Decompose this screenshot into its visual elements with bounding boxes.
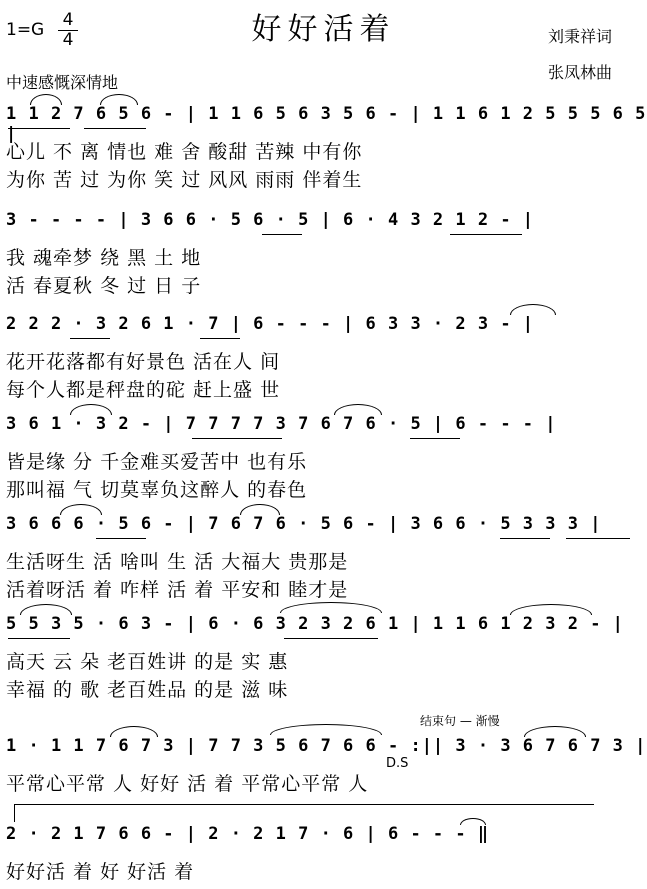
lyric-verse-1: 花开花落都有好景色 活在人 间 xyxy=(6,351,281,373)
slur xyxy=(110,726,158,737)
time-signature xyxy=(58,12,78,49)
key-signature: 1=G xyxy=(6,20,45,40)
slur xyxy=(100,94,138,105)
notation-line: 3 - - - - | 3 6 6 · 5 6 · 5 | 6 · 4 3 2 1 2 - | xyxy=(6,210,535,230)
lyric-verse-2: 活着呀活 着 咋样 活 着 平安和 睦才是 xyxy=(6,579,349,601)
notation-line: 1 1 2 7 6 5 6 - | 1 1 6 5 6 3 5 6 - | 1 1 6 1 2 5 5 5 6 5 | xyxy=(6,104,647,144)
score-system-8 xyxy=(0,824,647,888)
composer-credit: 张凤林曲 xyxy=(548,63,613,82)
beam xyxy=(262,234,302,235)
score-system-7 xyxy=(0,714,647,806)
beam xyxy=(410,438,460,439)
score-system-5 xyxy=(0,514,647,604)
beam xyxy=(192,438,282,439)
lyric-verse-2: 为你 苦 过 为你 笑 过 风风 雨雨 伴着生 xyxy=(6,169,363,191)
notation-line: 2 · 2 1 7 6 6 - | 2 · 2 1 7 · 6 | 6 - - - ‖ xyxy=(6,824,490,844)
beam xyxy=(284,638,378,639)
slur xyxy=(524,726,586,737)
beam xyxy=(200,338,240,339)
lyric-verse-1: 心儿 不 离 情也 难 舍 酸甜 苦辣 中有你 xyxy=(6,141,363,163)
lyric-verse-1: 高天 云 朵 老百姓讲 的是 实 惠 xyxy=(6,651,289,673)
notation-line: 3 6 6 6 · 5 6 - | 7 6 7 6 · 5 6 - | 3 6 6 · 5 3 3 3 | xyxy=(6,514,602,534)
score-system-1 xyxy=(0,104,647,194)
slur xyxy=(240,504,280,515)
lyric-verse-2: 每个人都是秤盘的砣 赶上盛 世 xyxy=(6,379,281,401)
lyric-verse-1: 平常心平常 人 好好 活 着 平常心平常 人 xyxy=(6,773,369,795)
beam xyxy=(84,128,146,129)
notation-line: 2 2 2 · 3 2 6 1 · 7 | 6 - - - | 6 3 3 · 2 3 - | xyxy=(6,314,535,334)
lyric-verse-2: 活 春夏秋 冬 过 日 子 xyxy=(6,275,202,297)
dal-segno-marking: D.S xyxy=(386,756,409,771)
ending-label: 结束句 — 渐慢 xyxy=(420,714,500,728)
slur xyxy=(510,304,556,315)
lyric-verse-1: 生活呀生 活 啥叫 生 活 大福大 贵那是 xyxy=(6,551,349,573)
beam xyxy=(566,538,630,539)
lyric-verse-1: 好好活 着 好 好活 着 xyxy=(6,861,195,883)
tempo-marking: 中速感慨深情地 xyxy=(6,73,119,92)
slur xyxy=(334,404,382,415)
slur xyxy=(270,724,382,735)
time-signature-bottom: 4 xyxy=(62,30,74,50)
score-system-2 xyxy=(0,210,647,300)
ending-bracket xyxy=(14,804,594,805)
beam xyxy=(8,128,70,129)
song-title: 好好活着 xyxy=(251,12,396,47)
slur xyxy=(60,504,102,515)
notation-line: 5 5 3 5 · 6 3 - | 6 · 6 3 2 3 2 6 1 | 1 1 6 1 2 3 2 - | xyxy=(6,614,624,634)
lyric-verse-1: 我 魂牵梦 绕 黑 土 地 xyxy=(6,247,202,269)
time-signature-top: 4 xyxy=(62,10,74,30)
bracket-line xyxy=(14,804,15,822)
lyric-verse-2: 那叫福 气 切莫辜负这醉人 的春色 xyxy=(6,479,308,501)
slur xyxy=(30,94,62,105)
slur xyxy=(20,604,72,615)
beam xyxy=(70,338,110,339)
fermata-icon xyxy=(460,818,486,825)
beam xyxy=(96,538,146,539)
slur xyxy=(510,604,592,615)
score-system-3 xyxy=(0,314,647,404)
beam xyxy=(8,638,70,639)
notation-line: 1 · 1 1 7 6 7 3 | 7 7 3 5 6 7 6 6 - :|| 3 · 3 6 7 6 7 3 | xyxy=(6,736,647,756)
lyric-verse-2: 幸福 的 歌 老百姓品 的是 滋 味 xyxy=(6,679,289,701)
notation-line: 3 6 1 · 3 2 - | 7 7 7 7 3 7 6 7 6 · 5 | 6 - - - | xyxy=(6,414,557,434)
beam xyxy=(450,234,522,235)
slur xyxy=(70,404,112,415)
lyricist-credit: 刘秉祥词 xyxy=(548,27,613,46)
score-system-6 xyxy=(0,614,647,704)
score-system-4 xyxy=(0,414,647,504)
beam xyxy=(500,538,550,539)
lyric-verse-1: 皆是缘 分 千金难买爱苦中 也有乐 xyxy=(6,451,308,473)
